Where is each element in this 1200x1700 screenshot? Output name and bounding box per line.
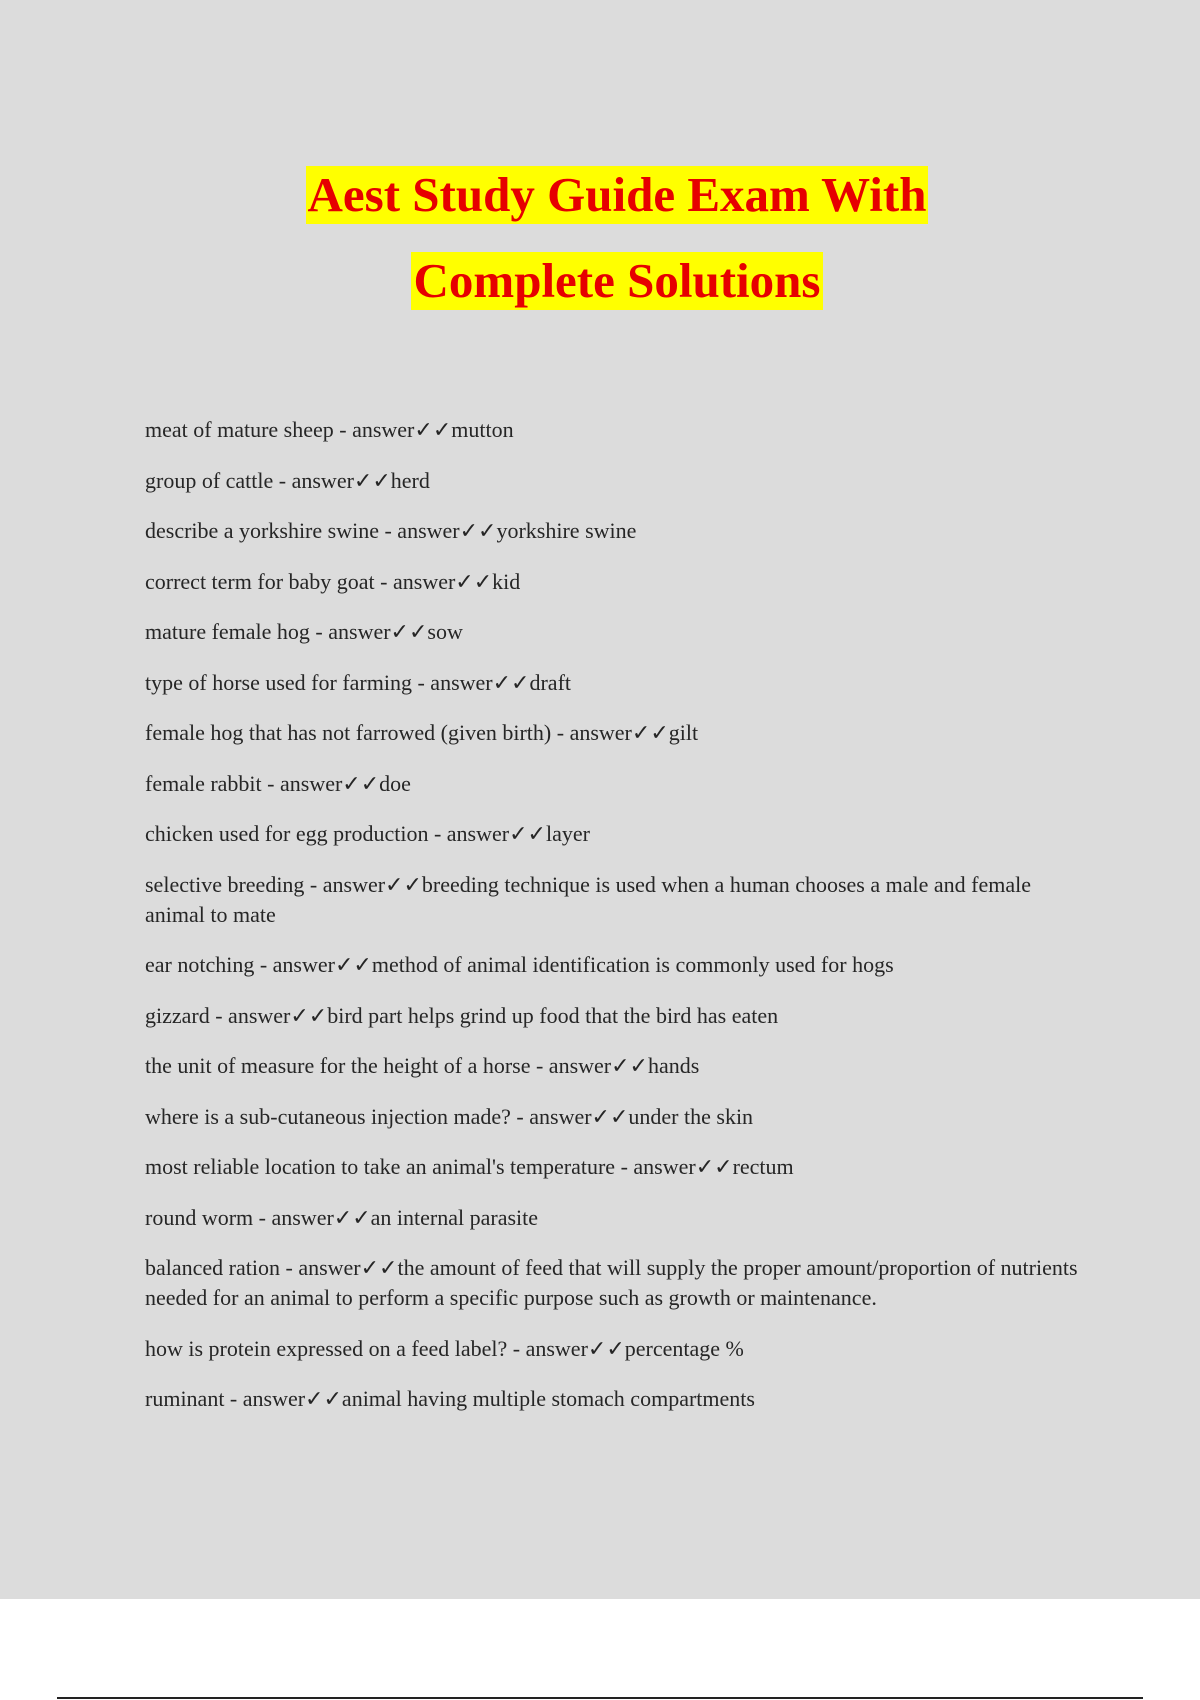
qa-item: gizzard - answer✓✓bird part helps grind up food that the bird has eaten — [145, 1002, 779, 1028]
qa-item: balanced ration - answer✓✓the amount of feed that will supply the proper amount/proportion of nutrients needed for an animal to perform a specific purpose such as growth or maintenance. — [145, 1255, 1078, 1310]
qa-item: round worm - answer✓✓an internal parasite — [145, 1204, 539, 1230]
qa-item: most reliable location to take an animal's temperature - answer✓✓rectum — [145, 1154, 794, 1179]
qa-item: selective breeding - answer✓✓breeding technique is used when a human chooses a male and female animal to mate — [145, 871, 1031, 927]
qa-item: meat of mature sheep - answer✓✓mutton — [145, 417, 514, 442]
title-line-1: Aest Study Guide Exam With — [307, 167, 927, 222]
qa-item: how is protein expressed on a feed label? - answer✓✓percentage % — [145, 1335, 744, 1361]
qa-item: chicken used for egg production - answer✓✓layer — [145, 821, 590, 846]
question-answer-list — [145, 415, 1085, 1435]
bottom-divider — [57, 1697, 1143, 1699]
qa-item: type of horse used for farming - answer✓✓draft — [145, 669, 572, 695]
qa-item: where is a sub-cutaneous injection made? - answer✓✓under the skin — [145, 1103, 754, 1129]
title-line — [0, 250, 1200, 336]
title-line — [0, 164, 1200, 250]
qa-item: describe a yorkshire swine - answer✓✓yorkshire swine — [145, 518, 637, 543]
qa-item: correct term for baby goat - answer✓✓kid — [145, 568, 521, 594]
document-title — [0, 164, 1200, 336]
qa-item: female hog that has not farrowed (given birth) - answer✓✓gilt — [145, 720, 699, 745]
qa-item: ear notching - answer✓✓method of animal identification is commonly used for hogs — [145, 952, 894, 977]
qa-item: mature female hog - answer✓✓sow — [145, 619, 463, 644]
qa-item: group of cattle - answer✓✓herd — [145, 467, 430, 493]
qa-item: ruminant - answer✓✓animal having multiple stomach compartments — [145, 1386, 755, 1411]
qa-item: the unit of measure for the height of a horse - answer✓✓hands — [145, 1053, 700, 1078]
title-line-2: Complete Solutions — [413, 253, 821, 308]
qa-item: female rabbit - answer✓✓doe — [145, 770, 411, 796]
